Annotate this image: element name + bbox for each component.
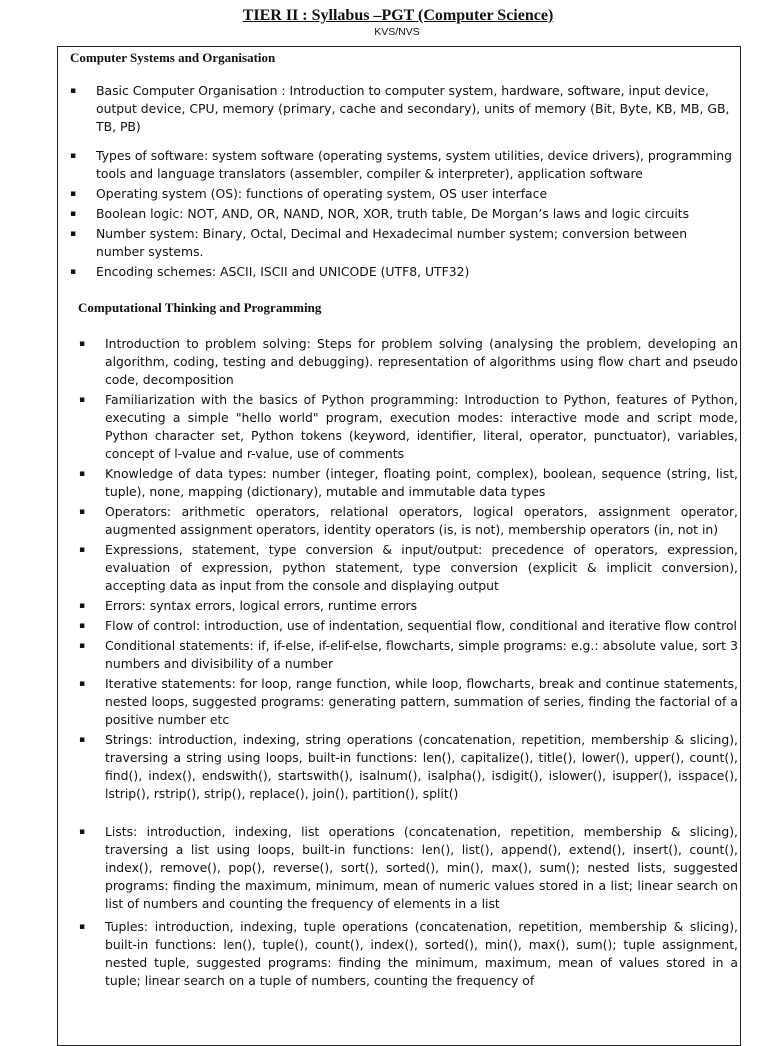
bullet-icon: ▪ — [70, 229, 77, 239]
list-item-text: Operators: arithmetic operators, relational operators, logical operators, assignment operator, augmented assignment operators, identity operators (is, is not), membership operators (in, not in) — [105, 504, 738, 537]
bullet-icon: ▪ — [79, 469, 86, 479]
computational-thinking-list — [79, 335, 738, 992]
bullet-icon: ▪ — [79, 545, 86, 555]
list-item-text: Boolean logic: NOT, AND, OR, NAND, NOR, XOR, truth table, De Morgan’s laws and logic circuits — [96, 206, 690, 221]
list-item — [79, 617, 738, 635]
list-item-text: Iterative statements: for loop, range function, while loop, flowcharts, break and continue statements, nested loops, suggested programs: generating pattern, summation of series, finding the factorial of a positive number etc — [105, 676, 738, 727]
computer-systems-list — [70, 82, 739, 283]
page-title: TIER II : Syllabus –PGT (Computer Science) — [242, 7, 554, 24]
list-item-text: Number system: Binary, Octal, Decimal and Hexadecimal number system; conversion between number systems. — [96, 226, 688, 259]
section-heading-computer-systems: Computer Systems and Organisation — [70, 50, 276, 65]
bullet-icon: ▪ — [70, 151, 77, 161]
bullet-icon: ▪ — [79, 641, 86, 651]
page-subtitle: KVS/NVS — [374, 26, 420, 38]
bullet-icon: ▪ — [79, 679, 86, 689]
list-item — [79, 597, 738, 615]
list-item — [70, 185, 739, 203]
list-item — [70, 205, 739, 223]
bullet-icon: ▪ — [70, 209, 77, 219]
bullet-icon: ▪ — [79, 922, 86, 932]
list-item-text: Types of software: system software (operating systems, system utilities, device drivers), programming tools and language translators (assembler, compiler & interpreter), application software — [96, 148, 733, 181]
list-item-text: Knowledge of data types: number (integer, floating point, complex), boolean, sequence (string, list, tuple), none, mapping (dictionary), mutable and immutable data types — [105, 466, 738, 499]
bullet-icon: ▪ — [79, 339, 86, 349]
list-item — [79, 918, 738, 990]
list-item-text: Operating system (OS): functions of operating system, OS user interface — [96, 186, 548, 201]
bullet-icon: ▪ — [79, 601, 86, 611]
syllabus-frame — [57, 46, 741, 1046]
list-item — [79, 823, 738, 913]
list-item — [70, 82, 739, 136]
list-item-text: Basic Computer Organisation : Introduction to computer system, hardware, software, input device, output device, CPU, memory (primary, cache and secondary), units of memory (Bit, Byte, KB, MB, GB, TB, PB) — [96, 83, 730, 134]
bullet-icon: ▪ — [70, 189, 77, 199]
bullet-icon: ▪ — [70, 86, 77, 96]
list-item-text: Tuples: introduction, indexing, tuple operations (concatenation, repetition, membership & slicing), built-in functions: len(), tuple(), count(), index(), sorted(), min(), max(), sum(); tuple assignment, nested tuple, suggested programs: finding the minimum, maximum, mean of values stored in a tuple; linear search on a tuple of numbers, counting the frequency of — [105, 919, 738, 988]
list-item-text: Expressions, statement, type conversion & input/output: precedence of operators, expression, evaluation of expression, python statement, type conversion (explicit & implicit conversion), accepting data as input from the console and displaying output — [105, 542, 738, 593]
list-item — [79, 637, 738, 673]
bullet-icon: ▪ — [79, 395, 86, 405]
list-item — [79, 465, 738, 501]
list-item-text: Lists: introduction, indexing, list operations (concatenation, repetition, membership & slicing), traversing a list using loops, built-in functions: len(), list(), append(), extend(), insert(), count(), index(), remove(), pop(), reverse(), sort(), sorted(), min(), max(), sum(); nested lists, suggested programs: finding the maximum, minimum, mean of numeric values stored in a list; linear search on list of numbers and counting the frequency of elements in a list — [105, 824, 738, 911]
bullet-icon: ▪ — [79, 827, 86, 837]
page-header — [0, 6, 768, 38]
list-item — [79, 731, 738, 803]
list-item-text: Encoding schemes: ASCII, ISCII and UNICODE (UTF8, UTF32) — [96, 264, 470, 279]
list-item-text: Flow of control: introduction, use of indentation, sequential flow, conditional and iterative flow control — [105, 618, 737, 633]
list-item-text: Familiarization with the basics of Python programming: Introduction to Python, features of Python, executing a simple "hello world" program, execution modes: interactive mode and script mode, Python character set, Python tokens (keyword, identifier, literal, operator, punctuator), variables, concept of l-value and r-value, use of comments — [105, 392, 738, 461]
list-item — [79, 391, 738, 463]
bullet-icon: ▪ — [79, 735, 86, 745]
list-item — [70, 263, 739, 281]
list-item — [79, 541, 738, 595]
list-item — [70, 225, 739, 261]
bullet-icon: ▪ — [70, 267, 77, 277]
list-item — [79, 335, 738, 389]
list-item — [79, 503, 738, 539]
list-item-text: Errors: syntax errors, logical errors, runtime errors — [105, 598, 418, 613]
list-item — [70, 147, 739, 183]
bullet-icon: ▪ — [79, 621, 86, 631]
list-item-text: Introduction to problem solving: Steps for problem solving (analysing the problem, developing an algorithm, coding, testing and debugging). representation of algorithms using flow chart and pseudo code, decomposition — [105, 336, 738, 387]
list-item-text: Conditional statements: if, if-else, if-elif-else, flowcharts, simple programs: e.g.: absolute value, sort 3 numbers and divisibility of a number — [105, 638, 738, 671]
list-item-text: Strings: introduction, indexing, string operations (concatenation, repetition, membership & slicing), traversing a string using loops, built-in functions: len(), capitalize(), title(), lower(), upper(), count(), find(), index(), endswith(), startswith(), isalnum(), isalpha(), isdigit(), islower(), isupper(), isspace(), lstrip(), rstrip(), strip(), replace(), join(), partition(), split() — [105, 732, 738, 801]
bullet-icon: ▪ — [79, 507, 86, 517]
list-item — [79, 675, 738, 729]
section-heading-computational-thinking: Computational Thinking and Programming — [78, 300, 322, 315]
